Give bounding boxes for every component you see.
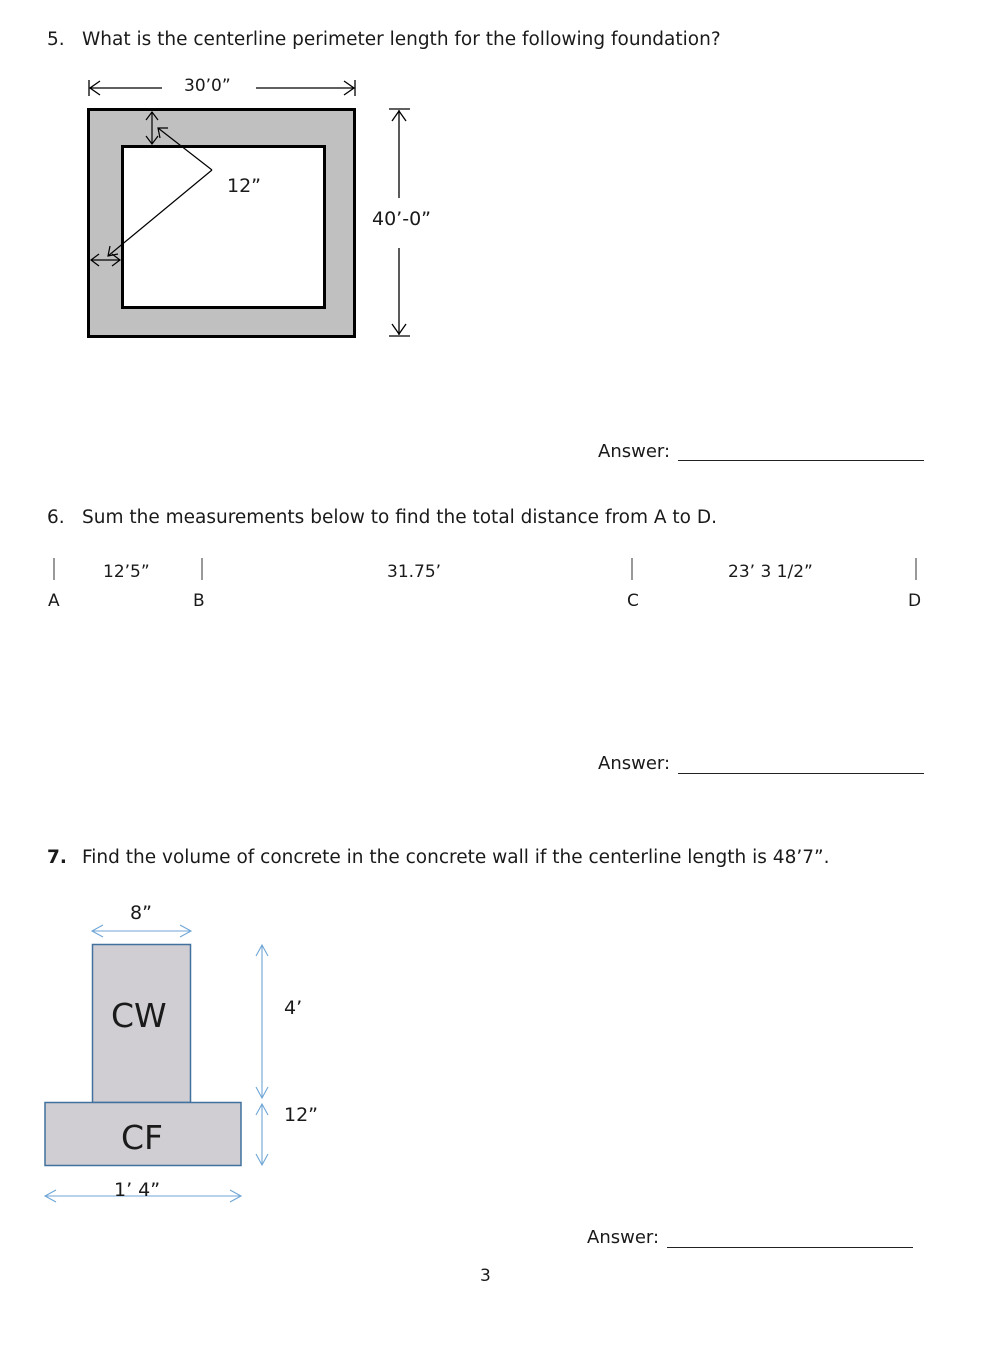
- q7-answer-blank[interactable]: [667, 1247, 913, 1248]
- q6-point-c: C: [627, 591, 639, 611]
- q7-answer-label: Answer:: [587, 1227, 660, 1248]
- q6-segment-bc: 31.75’: [387, 562, 442, 582]
- q7-wall-label: CW: [111, 996, 167, 1035]
- q5-answer-label: Answer:: [598, 441, 671, 462]
- q7-footing-width-label: 1’ 4”: [114, 1179, 161, 1201]
- q5-width-label: 30’0”: [184, 76, 231, 96]
- q5-height-label: 40’-0”: [372, 208, 432, 230]
- q6-segment-cd: 23’ 3 1/2”: [728, 562, 813, 582]
- q7-number: 7.: [47, 847, 67, 868]
- q6-number: 6.: [47, 507, 65, 528]
- q5-number: 5.: [47, 29, 65, 50]
- q7-question-text: Find the volume of concrete in the concrete wall if the centerline length is 48’7”.: [82, 847, 830, 868]
- page-number: 3: [480, 1266, 491, 1286]
- q6-point-a: A: [48, 591, 60, 611]
- q7-wall-width-label: 8”: [130, 902, 152, 924]
- q7-footing-height-label: 12”: [284, 1104, 319, 1126]
- q6-point-d: D: [908, 591, 922, 611]
- q7-footing-height-dimension: [256, 1104, 268, 1165]
- q6-point-b: B: [193, 591, 205, 611]
- q7-footing-label: CF: [121, 1118, 164, 1157]
- q7-wall-width-dimension: [92, 925, 191, 937]
- q5-question-text: What is the centerline perimeter length for the following foundation?: [82, 29, 721, 50]
- q6-answer-label: Answer:: [598, 753, 671, 774]
- q7-wall-height-label: 4’: [284, 997, 303, 1019]
- q5-wall-thickness-label: 12”: [227, 175, 262, 197]
- q6-segment-ab: 12’5”: [103, 562, 150, 582]
- q7-wall-height-dimension: [256, 945, 268, 1098]
- q6-question-text: Sum the measurements below to find the total distance from A to D.: [82, 507, 717, 528]
